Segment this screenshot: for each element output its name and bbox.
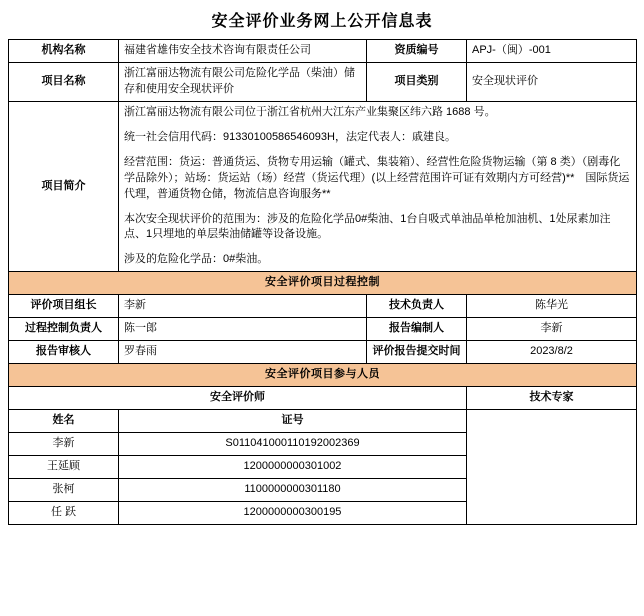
process-control-owner-value: 陈一郎	[119, 318, 367, 341]
intro-paragraph-2: 统一社会信用代码：91330100586546093H，法定代表人：戚建良。	[124, 130, 456, 143]
section-row-process	[9, 272, 637, 295]
intro-paragraph-1: 浙江富丽达物流有限公司位于浙江省杭州大江东产业集聚区纬六路 1688 号。	[124, 105, 496, 118]
technical-lead-value: 陈华光	[467, 295, 637, 318]
qualification-no-label: 资质编号	[367, 40, 467, 63]
org-name-value: 福建省雄伟安全技术咨询有限责任公司	[119, 40, 367, 63]
table-row-process-2	[9, 318, 637, 341]
person-cert: 1200000000300195	[119, 501, 467, 524]
table-row-process-3	[9, 341, 637, 364]
report-submit-time-value: 2023/8/2	[467, 341, 637, 364]
column-header-cert: 证号	[119, 409, 467, 432]
table-row-process-1	[9, 295, 637, 318]
technical-expert-value	[467, 409, 637, 524]
project-name-label: 项目名称	[9, 62, 119, 101]
participants-heading: 安全评价项目参与人员	[9, 364, 637, 387]
section-row-participants	[9, 364, 637, 387]
qualification-no-value: APJ-（闽）-001	[467, 40, 637, 63]
report-submit-time-label: 评价报告提交时间	[367, 341, 467, 364]
report-author-label: 报告编制人	[367, 318, 467, 341]
page-title: 安全评价业务网上公开信息表	[211, 13, 433, 30]
info-table	[8, 39, 637, 525]
person-cert: 1200000000301002	[119, 455, 467, 478]
project-name-value: 浙江富丽达物流有限公司危险化学品（柴油）储存和使用安全现状评价	[119, 62, 367, 101]
project-intro-value	[119, 101, 637, 272]
person-name: 任 跃	[9, 501, 119, 524]
process-control-owner-label: 过程控制负责人	[9, 318, 119, 341]
org-name-label: 机构名称	[9, 40, 119, 63]
technical-lead-label: 技术负责人	[367, 295, 467, 318]
intro-paragraph-4: 本次安全现状评价的范围为：涉及的危险化学品0#柴油、1台自吸式单油品单枪加油机、1处尿素加注点、1只埋地的单层柴油储罐等设备设施。	[124, 212, 611, 241]
report-reviewer-label: 报告审核人	[9, 341, 119, 364]
project-type-value: 安全现状评价	[467, 62, 637, 101]
column-header-name: 姓名	[9, 409, 119, 432]
person-name: 李新	[9, 432, 119, 455]
table-row-participant-groups	[9, 387, 637, 410]
person-name: 张柯	[9, 478, 119, 501]
safety-assessor-group-label: 安全评价师	[9, 387, 467, 410]
person-cert: 1100000000301180	[119, 478, 467, 501]
table-row-org	[9, 40, 637, 63]
team-leader-label: 评价项目组长	[9, 295, 119, 318]
person-cert: S011041000110192002369	[119, 432, 467, 455]
team-leader-value: 李新	[119, 295, 367, 318]
report-reviewer-value: 罗春雨	[119, 341, 367, 364]
report-author-value: 李新	[467, 318, 637, 341]
intro-paragraph-5: 涉及的危险化学品：0#柴油。	[124, 253, 269, 266]
table-row-intro	[9, 101, 637, 272]
table-row-participant-headers	[9, 409, 637, 432]
technical-expert-label: 技术专家	[467, 387, 637, 410]
project-type-label: 项目类别	[367, 62, 467, 101]
process-control-heading: 安全评价项目过程控制	[9, 272, 637, 295]
table-row-project	[9, 62, 637, 101]
person-name: 王延顾	[9, 455, 119, 478]
intro-paragraph-3: 经营范围：货运：普通货运、货物专用运输（罐式、集装箱）、经营性危险货物运输（第 8 类）（剧毒化学品除外）；站场：货运站（场）经营（货运代理）(以上经营范围许可证有效期内方可经营)** 国际货运代理，普通货物仓储，物流信息咨询服务**	[124, 155, 630, 200]
project-intro-label: 项目简介	[9, 101, 119, 272]
